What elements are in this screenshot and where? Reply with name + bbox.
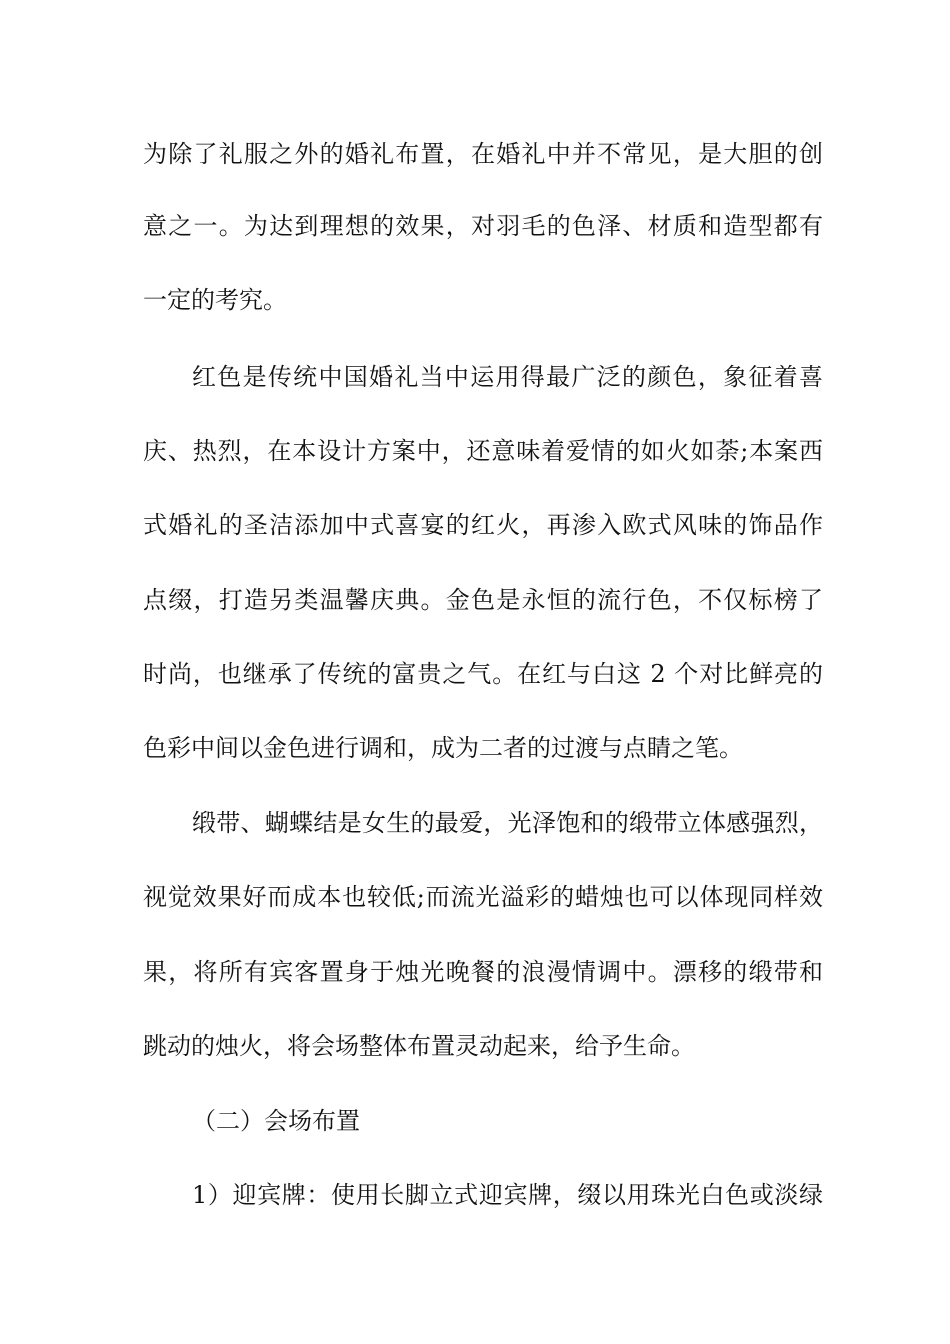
paragraph-line: 红色是传统中国婚礼当中运用得最广泛的颜色，象征着喜: [192, 363, 823, 391]
paragraph-line: 果，将所有宾客置身于烛光晚餐的浪漫情调中。漂移的缎带和: [143, 958, 823, 986]
paragraph-line: 庆、热烈，在本设计方案中，还意味着爱情的如火如荼;本案西: [143, 437, 823, 465]
paragraph-line: 意之一。为达到理想的效果，对羽毛的色泽、材质和造型都有: [143, 212, 823, 240]
paragraph-line: 点缀，打造另类温馨庆典。金色是永恒的流行色，不仅标榜了: [143, 586, 823, 614]
paragraph-line: 跳动的烛火，将会场整体布置灵动起来，给予生命。: [143, 1032, 695, 1060]
paragraph-line: 缎带、蝴蝶结是女生的最爱，光泽饱和的缎带立体感强烈，: [192, 809, 823, 837]
paragraph-line: 视觉效果好而成本也较低;而流光溢彩的蜡烛也可以体现同样效: [143, 883, 823, 911]
paragraph-line: 式婚礼的圣洁添加中式喜宴的红火，再渗入欧式风味的饰品作: [143, 511, 823, 539]
paragraph-line: 1）迎宾牌：使用长脚立式迎宾牌，缀以用珠光白色或淡绿: [192, 1181, 823, 1209]
section-heading: （二）会场布置: [192, 1107, 360, 1135]
paragraph-line: 时尚，也继承了传统的富贵之气。在红与白这 2 个对比鲜亮的: [143, 660, 823, 688]
paragraph-line: 色彩中间以金色进行调和，成为二者的过渡与点睛之笔。: [143, 734, 743, 762]
paragraph-line: 一定的考究。: [143, 286, 287, 314]
paragraph-line: 为除了礼服之外的婚礼布置，在婚礼中并不常见，是大胆的创: [143, 140, 823, 168]
